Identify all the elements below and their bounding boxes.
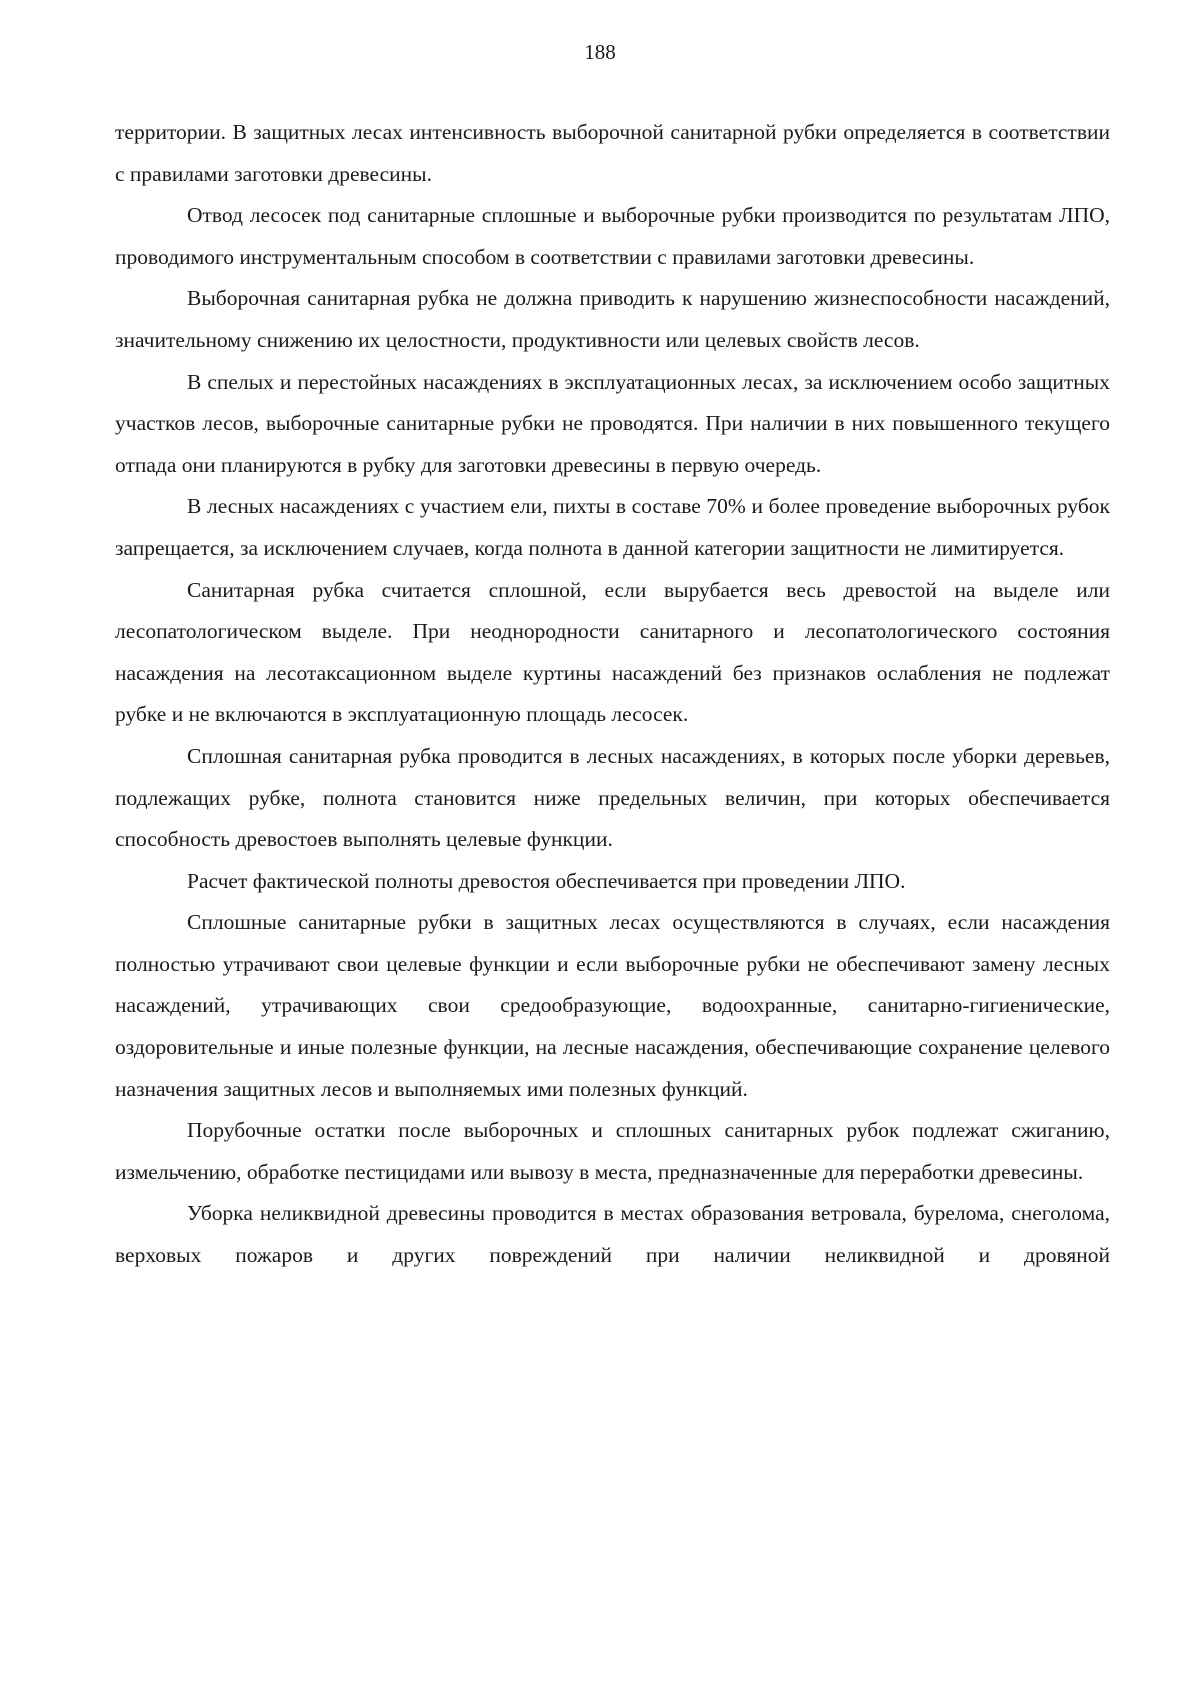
paragraph-continues-next-page: Уборка неликвидной древесины проводится в местах образования ветровала, бурелома, снеголома, верховых пожаров и других повреждений при наличии неликвидной и дровяной <box>115 1201 1110 1268</box>
paragraph: Расчет фактической полноты древостоя обеспечивается при проведении ЛПО. <box>187 868 906 893</box>
paragraph: В спелых и перестойных насаждениях в эксплуатационных лесах, за исключением особо защитных участков лесов, выборочные санитарные рубки не проводятся. При наличии в них повышенного текущего отпада они планируются в рубку для заготовки древесины в первую очередь. <box>115 369 1110 477</box>
paragraph: Порубочные остатки после выборочных и сплошных санитарных рубок подлежат сжиганию, измельчению, обработке пестицидами или вывозу в места, предназначенные для переработки древесины. <box>115 1118 1110 1184</box>
paragraph: Отвод лесосек под санитарные сплошные и выборочные рубки производится по результатам ЛПО, проводимого инструментальным способом в соответствии с правилами заготовки древесины. <box>115 203 1110 269</box>
paragraph-continued: территории. В защитных лесах интенсивность выборочной санитарной рубки определяется в соответствии с правилами заготовки древесины. <box>115 120 1110 186</box>
page-number: 188 <box>584 40 616 64</box>
body-text <box>115 112 1110 1277</box>
paragraph: Выборочная санитарная рубка не должна приводить к нарушению жизнеспособности насаждений, значительному снижению их целостности, продуктивности или целевых свойств лесов. <box>115 286 1110 352</box>
paragraph: В лесных насаждениях с участием ели, пихты в составе 70% и более проведение выборочных рубок запрещается, за исключением случаев, когда полнота в данной категории защитности не лимитируется. <box>115 494 1110 560</box>
paragraph: Сплошные санитарные рубки в защитных лесах осуществляются в случаях, если насаждения полностью утрачивают свои целевые функции и если выборочные рубки не обеспечивают замену лесных насаждений, утрачивающих свои средообразующие, водоохранные, санитарно-гигиенические, оздоровительные и иные полезные функции, на лесные насаждения, обеспечивающие сохранение целевого назначения защитных лесов и выполняемых ими полезных функций. <box>115 910 1110 1101</box>
paragraph: Сплошная санитарная рубка проводится в лесных насаждениях, в которых после уборки деревьев, подлежащих рубке, полнота становится ниже предельных величин, при которых обеспечивается способность древостоев выполнять целевые функции. <box>115 743 1110 852</box>
paragraph: Санитарная рубка считается сплошной, если вырубается весь древостой на выделе или лесопатологическом выделе. При неоднородности санитарного и лесопатологического состояния насаждения на лесотаксационном выделе куртины насаждений без признаков ослабления не подлежат рубке и не включаются в эксплуатационную площадь лесосек. <box>115 577 1110 727</box>
